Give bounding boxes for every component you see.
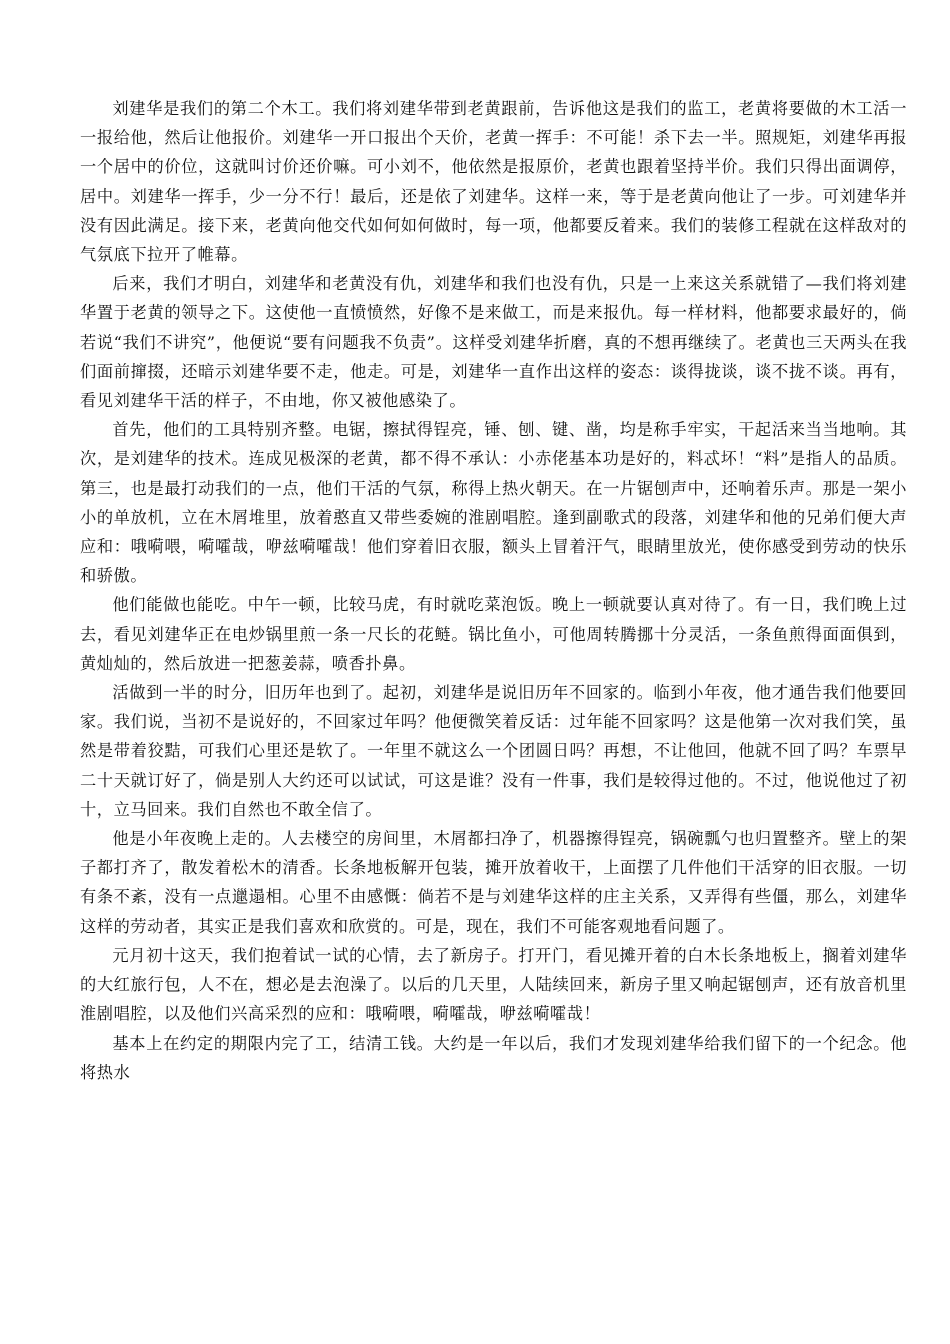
paragraph-7: 元月初十这天，我们抱着试一试的心情，去了新房子。打开门，看见摊开着的白木长条地板上，搁着刘建华的大红旅行包，人不在，想必是去泡澡了。以后的几天里，人陆续回来，新房子里又响起锯刨声，还有放音机里淮剧唱腔，以及他们兴高采烈的应和：哦嗬喂，嗬嚯哉，咿兹嗬嚯哉！ bbox=[80, 945, 907, 1024]
paragraph-8: 基本上在约定的期限内完了工，结清工钱。大约是一年以后，我们才发现刘建华给我们留下的一个纪念。他将热水 bbox=[80, 1033, 907, 1082]
paragraph-5: 活做到一半的时分，旧历年也到了。起初，刘建华是说旧历年不回家的。临到小年夜，他才通告我们他要回家。我们说，当初不是说好的，不回家过年吗？他便微笑着反话：过年能不回家吗？这是他第一次对我们笑，虽然是带着狡黠，可我们心里还是软了。一年里不就这么一个团圆日吗？再想，不让他回，他就不回了吗？车票早二十天就订好了，倘是别人大约还可以试试，可这是谁？没有一件事，我们是较得过他的。不过，他说他过了初十，立马回来。我们自然也不敢全信了。 bbox=[80, 683, 907, 819]
paragraph-1: 刘建华是我们的第二个木工。我们将刘建华带到老黄跟前，告诉他这是我们的监工，老黄将要做的木工活一一报给他，然后让他报价。刘建华一开口报出个天价，老黄一挥手：不可能！杀下去一半。照规矩，刘建华再报一个居中的价位，这就叫讨价还价嘛。可小刘不，他依然是报原价，老黄也跟着坚持半价。我们只得出面调停，居中。刘建华一挥手，少一分不行！最后，还是依了刘建华。这样一来，等于是老黄向他让了一步。可刘建华并没有因此满足。接下来，老黄向他交代如何如何做时，每一项，他都要反着来。我们的装修工程就在这样敌对的气氛底下拉开了帷幕。 bbox=[80, 99, 907, 265]
article-body bbox=[80, 94, 907, 1087]
paragraph-4: 他们能做也能吃。中午一顿，比较马虎，有时就吃菜泡饭。晚上一顿就要认真对待了。有一日，我们晚上过去，看见刘建华正在电炒锅里煎一条一尺长的花鲢。锅比鱼小，可他周转腾挪十分灵活，一条鱼煎得面面俱到，黄灿灿的，然后放进一把葱姜蒜，喷香扑鼻。 bbox=[80, 595, 907, 673]
paragraph-3: 首先，他们的工具特别齐整。电锯，擦拭得锃亮，锤、刨、键、凿，均是称手牢实，干起活来当当地响。其次，是刘建华的技术。连成见极深的老黄，都不得不承认：小赤佬基本功是好的，料忒坏！“料”是指人的品质。第三，也是最打动我们的一点，他们干活的气氛，称得上热火朝天。在一片锯刨声中，还响着乐声。那是一架小小的单放机，立在木屑堆里，放着憨直又带些委婉的淮剧唱腔。逢到副歌式的段落，刘建华和他的兄弟们便大声应和：哦嗬喂，嗬嚯哉，咿兹嗬嚯哉！他们穿着旧衣服，额头上冒着汗气，眼睛里放光，使你感受到劳动的快乐和骄傲。 bbox=[80, 420, 907, 586]
paragraph-2: 后来，我们才明白，刘建华和老黄没有仇，刘建华和我们也没有仇，只是一上来这关系就错了—我们将刘建华置于老黄的领导之下。这使他一直愤愤然，好像不是来做工，而是来报仇。每一样材料，他都要求最好的，倘若说“我们不讲究”，他便说“要有问题我不负责”。这样受刘建华折磨，真的不想再继续了。老黄也三天两头在我们面前撺掇，还暗示刘建华要不走，他走。可是，刘建华一直作出这样的姿态：谈得拢谈，谈不拢不谈。再有，看见刘建华干活的样子，不由地，你又被他感染了。 bbox=[80, 274, 907, 411]
paragraph-6: 他是小年夜晚上走的。人去楼空的房间里，木屑都扫净了，机器擦得锃亮，锅碗瓢勺也归置整齐。壁上的架子都打齐了，散发着松木的清香。长条地板解开包装，摊开放着收干，上面摆了几件他们干活穿的旧衣服。一切有条不紊，没有一点邋遢相。心里不由感慨：倘若不是与刘建华这样的庄主关系，又弄得有些僵，那么，刘建华这样的劳动者，其实正是我们喜欢和欣赏的。可是，现在，我们不可能客观地看问题了。 bbox=[80, 829, 907, 936]
